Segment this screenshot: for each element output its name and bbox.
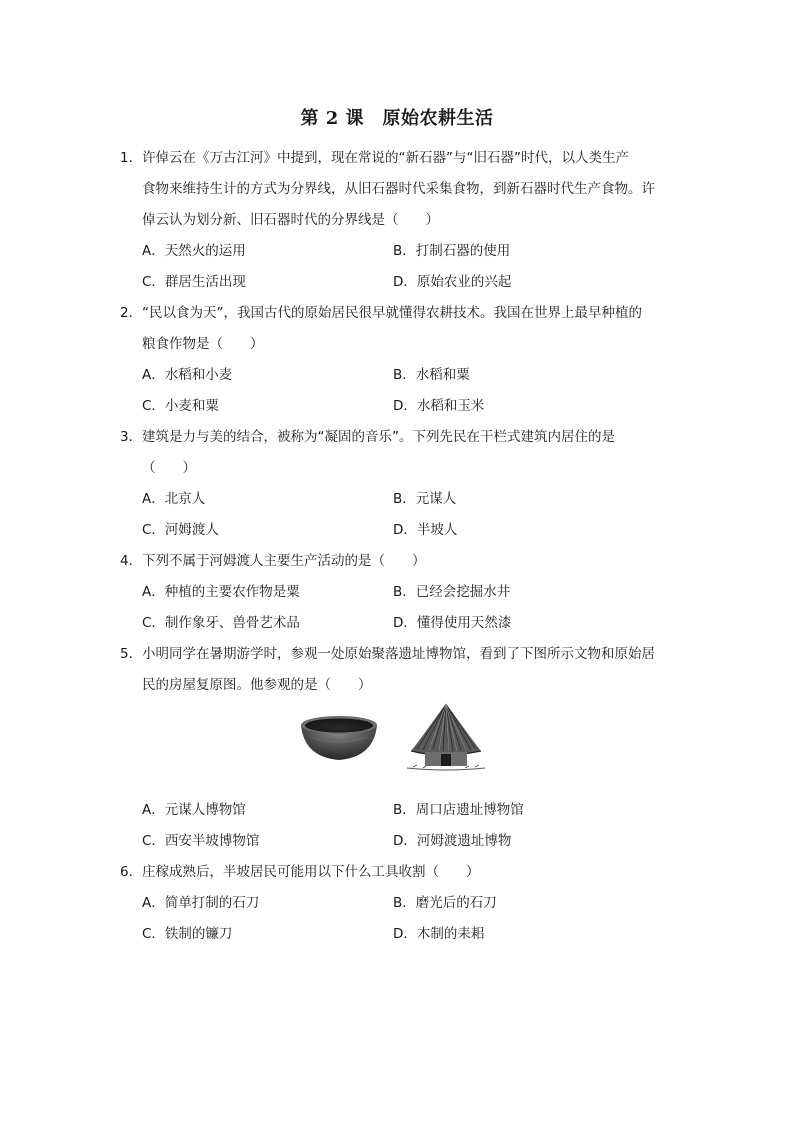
question-number: 4． [120,553,143,569]
question-2 [120,298,680,422]
question-1 [120,143,680,298]
option-a[interactable]: A．元谋人博物馆 [142,802,246,818]
question-number: 5． [120,646,143,662]
question-number: 1． [120,150,143,166]
question-text: 建筑是力与美的结合，被称为“凝固的音乐”。下列先民在干栏式建筑内居住的是 [142,429,615,445]
option-b[interactable]: B．打制石器的使用 [393,243,511,259]
option-c[interactable]: C．西安半坡博物馆 [142,833,260,849]
question-4 [120,546,680,639]
question-number: 6． [120,864,143,880]
thatched-hut-image [403,701,489,773]
option-a[interactable]: A．北京人 [142,491,206,507]
question-text: 庄稼成熟后，半坡居民可能用以下什么工具收割（ ） [142,864,480,880]
option-a[interactable]: A．简单打制的石刀 [142,895,260,911]
option-d[interactable]: D．半坡人 [393,522,458,538]
pottery-bowl-image [298,711,380,763]
option-d[interactable]: D．懂得使用天然漆 [393,615,512,631]
option-a[interactable]: A．天然火的运用 [142,243,246,259]
option-d[interactable]: D．原始农业的兴起 [393,274,512,290]
option-b[interactable]: B．已经会挖掘水井 [393,584,511,600]
question-6 [120,857,680,950]
question-number: 3． [120,429,143,445]
option-b[interactable]: B．周口店遗址博物馆 [393,802,524,818]
option-a[interactable]: A．水稻和小麦 [142,367,233,383]
question-text: 小明同学在暑期游学时，参观一处原始聚落遗址博物馆，看到了下图所示文物和原始居 [142,646,655,662]
option-c[interactable]: C．小麦和粟 [142,398,219,414]
option-b[interactable]: B．水稻和粟 [393,367,470,383]
question-list [120,143,680,950]
question-text: “民以食为天”，我国古代的原始居民很早就懂得农耕技术。我国在世界上最早种植的 [142,305,642,321]
option-c[interactable]: C．制作象牙、兽骨艺术品 [142,615,300,631]
option-d[interactable]: D．水稻和玉米 [393,398,485,414]
question-text: 倬云认为划分新、旧石器时代的分界线是（ ） [142,212,439,228]
option-b[interactable]: B．元谋人 [393,491,457,507]
question-text: 民的房屋复原图。他参观的是（ ） [142,677,372,693]
question-text: 粮食作物是（ ） [142,336,264,352]
option-b[interactable]: B．磨光后的石刀 [393,895,497,911]
option-c[interactable]: C．河姆渡人 [142,522,219,538]
lesson-title: 第 2 课 原始农耕生活 [300,108,494,129]
option-d[interactable]: D．木制的耒耜 [393,926,485,942]
question-number: 2． [120,305,143,321]
option-c[interactable]: C．铁制的镰刀 [142,926,233,942]
question-text: 下列不属于河姆渡人主要生产活动的是（ ） [142,553,426,569]
question-3 [120,422,680,546]
artifact-images [120,701,680,795]
option-c[interactable]: C．群居生活出现 [142,274,246,290]
option-a[interactable]: A．种植的主要农作物是粟 [142,584,300,600]
question-text: 许倬云在《万古江河》中提到，现在常说的“新石器”与“旧石器”时代，以人类生产 [142,150,629,166]
option-d[interactable]: D．河姆渡遗址博物 [393,833,512,849]
question-text: 食物来维持生计的方式为分界线，从旧石器时代采集食物，到新石器时代生产食物。许 [142,181,655,197]
question-5 [120,639,680,857]
question-text: （ ） [142,460,196,476]
